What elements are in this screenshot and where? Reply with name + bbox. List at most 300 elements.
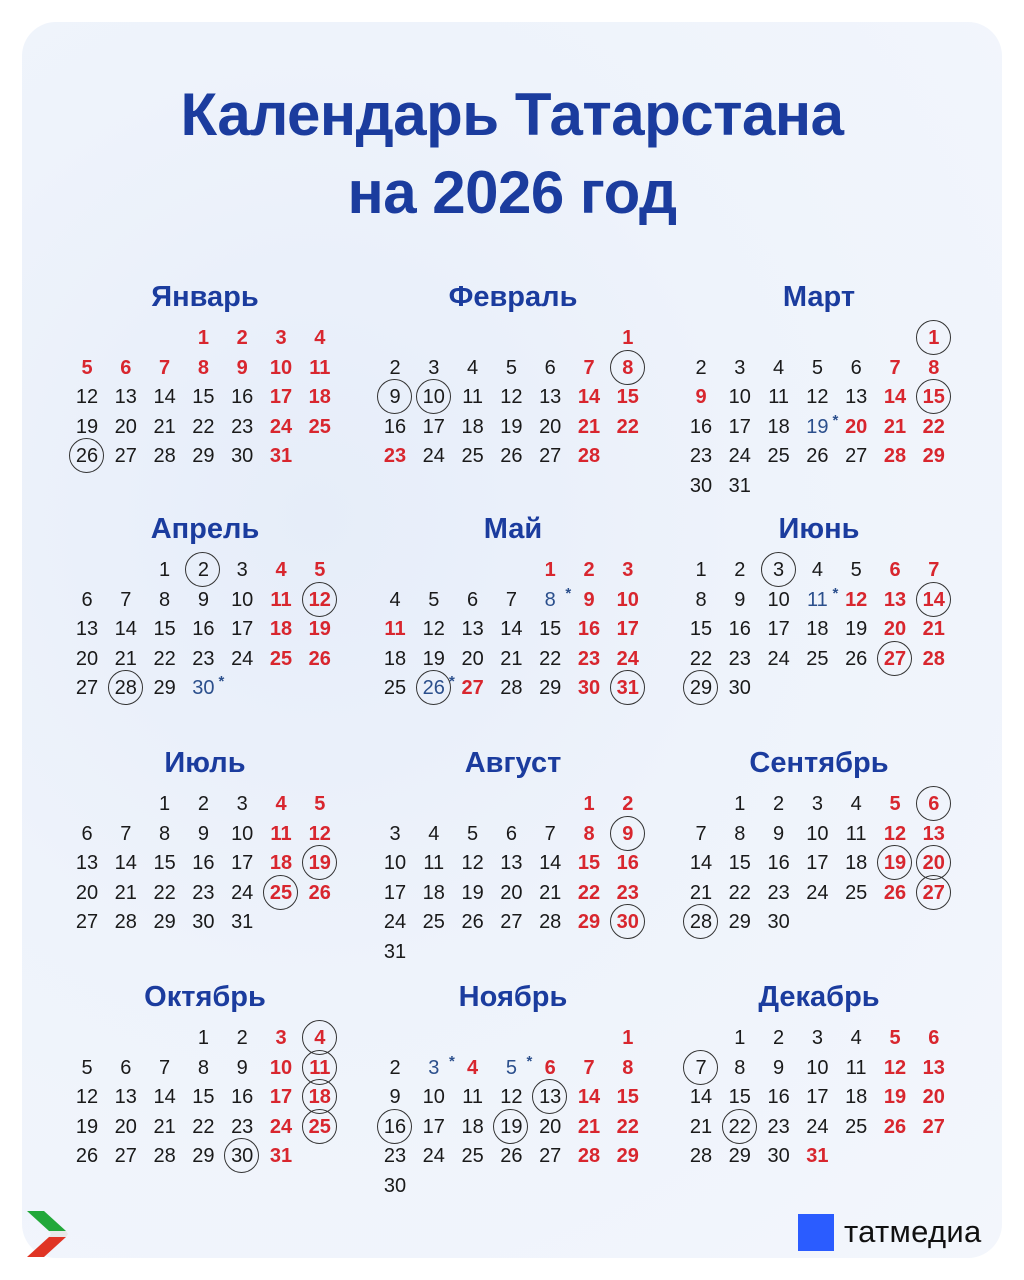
day-cell: 29 <box>728 911 751 934</box>
day-cell: 24 <box>269 1115 293 1138</box>
day-cell: 12 <box>75 1086 99 1109</box>
day-cell: 23 <box>231 1115 254 1138</box>
day-cell: 30 <box>767 1145 790 1168</box>
day-cell: 3 <box>734 356 746 379</box>
day-cell: 26 <box>883 1115 907 1138</box>
day-cell: 14 <box>689 852 713 875</box>
day-cell: 16 <box>616 852 639 875</box>
day-cell: 8 <box>734 1056 746 1079</box>
day-cell: 26 <box>461 911 484 934</box>
day-cell: 7 <box>583 1056 595 1079</box>
day-cell: 9 <box>773 822 785 845</box>
day-cell: 8 <box>928 356 940 379</box>
day-cell: 15 <box>915 382 953 412</box>
day-cell: 6 <box>120 356 132 379</box>
day-cell: 4 <box>850 793 862 815</box>
title-line-1: Календарь Татарстана <box>180 81 844 148</box>
day-cell: 3 <box>389 822 401 845</box>
day-cell: 7 <box>159 356 171 379</box>
day-cell: 19 <box>75 1115 99 1138</box>
day-cell: 14 <box>153 386 176 409</box>
day-cell: 25 <box>262 878 300 908</box>
day-cell: 17 <box>231 852 254 875</box>
day-cell: 9 <box>376 382 414 412</box>
day-cell: 19 <box>422 647 445 670</box>
day-cell: 15 <box>689 618 713 641</box>
day-cell: 23 <box>192 647 215 670</box>
day-cell: 25 <box>422 911 445 934</box>
day-cell: 9 <box>236 1056 248 1079</box>
day-cell: 13 <box>922 1056 945 1079</box>
day-cell: 12 <box>500 1086 523 1109</box>
day-cell: 13 <box>500 852 523 875</box>
brand-name: татмедиа <box>844 1214 982 1249</box>
month-name: Ноябрь <box>458 981 568 1013</box>
day-cell: 27 <box>876 644 914 674</box>
day-cell: 13 <box>883 588 907 611</box>
day-cell: 22 <box>192 415 215 438</box>
day-cell: 11 <box>270 588 292 611</box>
day-cell: 4 <box>467 356 479 379</box>
day-cell: 23 <box>577 647 601 670</box>
day-cell: 12 <box>308 822 331 845</box>
day-cell: 16 <box>383 415 407 438</box>
day-cell: 16 <box>231 386 254 409</box>
day-cell: 6 <box>81 822 93 845</box>
day-cell: 23 <box>192 881 215 904</box>
day-cell: 4 <box>811 559 823 581</box>
month-name: Февраль <box>448 281 578 313</box>
day-cell: 13 <box>75 852 99 875</box>
asterisk-icon: * <box>526 1052 533 1070</box>
day-cell: 8 <box>159 588 171 611</box>
day-cell: 30 <box>383 1175 407 1197</box>
day-cell: 10 <box>767 588 790 611</box>
day-cell: 29 <box>682 673 720 703</box>
day-cell: 6 <box>889 559 901 581</box>
day-cell: 1 <box>197 1027 209 1049</box>
day-cell: 14 <box>883 386 907 409</box>
day-cell: 11 <box>384 618 406 641</box>
day-cell: 21 <box>883 415 907 438</box>
day-cell: 3 <box>811 793 823 815</box>
day-cell: 5 <box>428 588 440 611</box>
day-cell: 29 <box>192 445 215 468</box>
day-cell: 12 <box>500 386 523 409</box>
day-cell: 9 <box>197 822 209 845</box>
month-name: Октябрь <box>144 981 266 1013</box>
day-cell: 22 <box>922 415 945 438</box>
day-cell: 16 <box>376 1112 414 1142</box>
day-cell: 11 <box>462 386 483 409</box>
day-cell: 4 <box>467 1056 479 1079</box>
day-cell: 27 <box>539 445 562 468</box>
day-cell: 24 <box>231 881 254 904</box>
day-cell: 17 <box>269 386 293 409</box>
day-cell: 20 <box>539 415 562 438</box>
day-cell: 3 <box>275 1027 287 1049</box>
day-cell: 18 <box>767 415 790 438</box>
day-cell: 19 <box>492 1112 530 1142</box>
day-cell: 2 <box>773 1027 785 1049</box>
day-cell: 9 <box>695 386 707 409</box>
day-cell: 22 <box>192 1115 215 1138</box>
day-cell: 27 <box>75 677 99 700</box>
day-cell: 28 <box>577 445 601 468</box>
day-cell: 8 <box>197 356 209 379</box>
day-cell: 26 <box>883 881 907 904</box>
day-cell: 15 <box>728 1086 751 1109</box>
day-cell: 5 <box>81 356 93 379</box>
day-cell: 11 <box>423 852 445 875</box>
day-cell: 22 <box>153 881 176 904</box>
day-cell: 16 <box>192 852 215 875</box>
day-cell: 30 * <box>184 673 222 703</box>
day-cell: 21 <box>577 1115 601 1138</box>
day-cell: 27 <box>461 677 484 700</box>
day-cell: 12 <box>883 822 907 845</box>
day-cell: 25 <box>461 1145 484 1168</box>
day-cell: 6 <box>915 789 953 819</box>
asterisk-icon: * <box>565 584 572 602</box>
day-cell: 26 <box>806 445 829 468</box>
day-cell: 12 <box>301 585 339 615</box>
day-cell: 2 <box>389 1056 401 1079</box>
day-cell: 19 <box>308 618 331 641</box>
day-cell: 15 <box>616 386 639 409</box>
day-cell: 2 <box>695 356 707 379</box>
day-cell: 12 <box>845 588 868 611</box>
month-name: Март <box>782 281 856 313</box>
day-cell: 12 <box>883 1056 907 1079</box>
day-cell: 12 <box>75 386 99 409</box>
tatmedia-brand <box>798 1212 982 1252</box>
day-cell: 20 <box>461 647 484 670</box>
day-cell: 29 <box>192 1145 215 1168</box>
day-cell: 31 <box>269 445 293 468</box>
asterisk-icon: * <box>218 673 225 691</box>
day-cell: 29 <box>728 1145 751 1168</box>
asterisk-icon: * <box>448 1052 455 1070</box>
day-cell: 30 <box>231 445 254 468</box>
day-cell: 9 <box>773 1056 785 1079</box>
day-cell: 3 <box>428 356 440 379</box>
day-cell: 21 <box>500 647 523 670</box>
day-cell: 24 <box>422 1145 445 1168</box>
day-cell: 1 <box>159 559 171 581</box>
day-cell: 12 <box>806 386 829 409</box>
day-cell: 14 <box>577 1086 601 1109</box>
day-cell: 10 <box>231 588 254 611</box>
day-cell: 24 <box>231 647 254 670</box>
day-cell: 13 <box>845 386 868 409</box>
day-cell: 16 <box>577 618 601 641</box>
day-cell: 18 <box>422 881 445 904</box>
day-cell: 9 <box>197 588 209 611</box>
day-cell: 14 <box>689 1086 713 1109</box>
day-cell: 4 <box>389 588 401 611</box>
day-cell: 24 <box>767 647 790 670</box>
asterisk-icon: * <box>832 584 839 602</box>
day-cell: 1 <box>622 327 634 349</box>
day-cell: 24 <box>383 911 407 934</box>
day-cell: 30 <box>609 907 647 937</box>
day-cell: 17 <box>767 618 790 641</box>
day-cell: 7 <box>120 822 132 845</box>
day-cell: 9 <box>609 819 647 849</box>
day-cell: 18 <box>461 415 484 438</box>
day-cell: 5 <box>505 356 517 379</box>
day-cell: 16 <box>689 415 713 438</box>
day-cell: 13 <box>461 618 484 641</box>
day-cell: 16 <box>192 618 215 641</box>
day-cell: 29 <box>922 445 945 468</box>
day-cell: 1 <box>695 559 707 581</box>
day-cell: 8 <box>197 1056 209 1079</box>
day-cell: 27 <box>915 878 953 908</box>
day-cell: 2 <box>773 793 785 815</box>
day-cell: 2 <box>389 356 401 379</box>
day-cell: 22 <box>539 647 562 670</box>
day-cell: 3 <box>622 559 634 581</box>
day-cell: 15 <box>577 852 601 875</box>
day-cell: 8 <box>609 353 647 383</box>
day-cell: 21 <box>114 647 137 670</box>
month-name: Сентябрь <box>749 747 889 779</box>
day-cell: 23 <box>616 881 639 904</box>
day-cell: 19 <box>75 415 99 438</box>
day-cell: 30 <box>192 911 215 934</box>
day-cell: 31 <box>806 1145 829 1168</box>
day-cell: 7 <box>695 822 707 845</box>
day-cell: 23 <box>383 1145 407 1168</box>
day-cell: 14 <box>153 1086 176 1109</box>
day-cell: 13 <box>114 1086 137 1109</box>
day-cell: 10 <box>422 1086 445 1109</box>
day-cell: 10 <box>616 588 639 611</box>
day-cell: 20 <box>922 1086 945 1109</box>
day-cell: 8 <box>583 822 595 845</box>
day-cell: 27 <box>500 911 523 934</box>
day-cell: 8 <box>695 588 707 611</box>
day-cell: 13 <box>539 386 562 409</box>
day-cell: 30 <box>689 475 713 497</box>
day-cell: 20 <box>500 881 523 904</box>
day-cell: 10 <box>269 1056 293 1079</box>
day-cell: 22 <box>721 1112 759 1142</box>
day-cell: 3 <box>760 555 798 585</box>
day-cell: 7 <box>159 1056 171 1079</box>
day-cell: 18 <box>383 647 407 670</box>
day-cell: 11 <box>301 1053 339 1083</box>
day-cell: 29 <box>153 677 176 700</box>
day-cell: 17 <box>231 618 254 641</box>
day-cell: 16 <box>767 852 790 875</box>
day-cell: 11 <box>845 822 867 845</box>
day-cell: 10 <box>269 356 293 379</box>
day-cell: 28 <box>114 911 137 934</box>
day-cell: 13 <box>531 1082 569 1112</box>
day-cell: 25 <box>461 445 484 468</box>
day-cell: 17 <box>269 1086 293 1109</box>
day-cell: 7 <box>583 356 595 379</box>
day-cell: 26 <box>500 445 523 468</box>
day-cell: 21 <box>539 881 562 904</box>
day-cell: 18 <box>845 1086 868 1109</box>
month-name: Январь <box>151 281 259 313</box>
day-cell: 4 <box>275 559 287 581</box>
month-name: Август <box>464 747 562 779</box>
day-cell: 2 <box>583 559 595 581</box>
day-cell: 31 <box>728 475 751 497</box>
day-cell: 5 <box>314 559 326 581</box>
day-cell: 22 <box>616 415 639 438</box>
day-cell: 14 <box>500 618 523 641</box>
day-cell: 27 <box>114 1145 137 1168</box>
day-cell: 21 <box>689 881 713 904</box>
day-cell: 1 <box>734 1027 746 1049</box>
day-cell: 27 <box>114 445 137 468</box>
day-cell: 31 <box>609 673 647 703</box>
day-cell: 5 <box>889 1027 901 1049</box>
day-cell: 9 <box>236 356 248 379</box>
day-cell: 17 <box>422 415 445 438</box>
day-cell: 30 <box>223 1141 261 1171</box>
month-name: Июнь <box>778 513 860 545</box>
day-cell: 28 <box>539 911 562 934</box>
day-cell: 18 <box>806 618 829 641</box>
day-cell: 1 <box>583 793 595 815</box>
day-cell: 1 <box>915 323 953 353</box>
day-cell: 28 <box>922 647 945 670</box>
day-cell: 21 <box>689 1115 713 1138</box>
day-cell: 24 <box>616 647 639 670</box>
day-cell: 31 <box>269 1145 293 1168</box>
day-cell: 3 <box>236 559 248 581</box>
day-cell: 9 <box>583 588 595 611</box>
day-cell: 13 <box>114 386 137 409</box>
day-cell: 3 * <box>415 1053 453 1083</box>
day-cell: 5 <box>889 793 901 815</box>
day-cell: 17 <box>806 1086 829 1109</box>
day-cell: 4 <box>314 327 326 349</box>
asterisk-icon: * <box>448 673 455 691</box>
day-cell: 14 <box>539 852 562 875</box>
day-cell: 1 <box>197 327 209 349</box>
day-cell: 29 <box>577 911 601 934</box>
day-cell: 10 <box>415 382 453 412</box>
day-cell: 23 <box>728 647 751 670</box>
day-cell: 12 <box>461 852 484 875</box>
day-cell: 30 <box>728 677 751 700</box>
day-cell: 16 <box>231 1086 254 1109</box>
day-cell: 22 <box>728 881 751 904</box>
day-cell: 9 <box>734 588 746 611</box>
day-cell: 2 <box>197 793 209 815</box>
day-cell: 25 <box>806 647 829 670</box>
day-cell: 21 <box>922 618 945 641</box>
day-cell: 31 <box>231 911 254 934</box>
day-cell: 22 <box>616 1115 639 1138</box>
day-cell: 21 <box>153 415 176 438</box>
day-cell: 19 <box>461 881 484 904</box>
day-cell: 15 <box>153 852 176 875</box>
day-cell: 26 <box>845 647 868 670</box>
day-cell: 27 <box>75 911 99 934</box>
day-cell: 8 <box>734 822 746 845</box>
day-cell: 3 <box>275 327 287 349</box>
day-cell: 26 <box>75 1145 99 1168</box>
day-cell: 20 <box>114 415 137 438</box>
day-cell: 28 <box>153 1145 176 1168</box>
day-cell: 24 <box>728 445 751 468</box>
day-cell: 28 <box>500 677 523 700</box>
day-cell: 15 <box>616 1086 639 1109</box>
month-name: Май <box>483 513 543 545</box>
page-title <box>0 76 1024 232</box>
day-cell: 20 <box>845 415 868 438</box>
day-cell: 4 <box>850 1027 862 1049</box>
day-cell: 16 <box>728 618 751 641</box>
day-cell: 5 <box>81 1056 93 1079</box>
day-cell: 14 <box>114 618 137 641</box>
day-cell: 8 <box>159 822 171 845</box>
day-cell: 1 <box>544 559 556 581</box>
day-cell: 28 <box>107 673 145 703</box>
day-cell: 1 <box>159 793 171 815</box>
day-cell: 12 <box>422 618 445 641</box>
day-cell: 2 <box>622 793 634 815</box>
day-cell: 7 <box>544 822 556 845</box>
day-cell: 25 <box>767 445 790 468</box>
day-cell: 22 <box>689 647 713 670</box>
day-cell: 5 <box>811 356 823 379</box>
day-cell: 13 <box>922 822 945 845</box>
day-cell: 19 <box>876 848 914 878</box>
day-cell: 15 <box>192 386 215 409</box>
day-cell: 4 <box>773 356 785 379</box>
day-cell: 31 <box>383 941 407 963</box>
day-cell: 23 <box>767 881 790 904</box>
day-cell: 23 <box>383 445 407 468</box>
day-cell: 25 <box>845 1115 868 1138</box>
day-cell: 18 <box>461 1115 484 1138</box>
day-cell: 25 <box>301 1112 339 1142</box>
tatmedia-square-icon <box>798 1214 834 1251</box>
day-cell: 26 <box>308 647 331 670</box>
day-cell: 19 <box>883 1086 907 1109</box>
month-name: Июль <box>164 747 246 779</box>
day-cell: 16 <box>767 1086 790 1109</box>
day-cell: 17 <box>383 881 407 904</box>
day-cell: 5 <box>850 559 862 581</box>
day-cell: 24 <box>806 881 829 904</box>
day-cell: 5 * <box>492 1053 530 1083</box>
day-cell: 22 <box>153 647 176 670</box>
day-cell: 2 <box>236 1027 248 1049</box>
month-name: Апрель <box>150 513 260 545</box>
day-cell: 10 <box>383 852 407 875</box>
day-cell: 21 <box>153 1115 176 1138</box>
day-cell: 11 * <box>798 585 836 615</box>
day-cell: 6 <box>120 1056 132 1079</box>
day-cell: 3 <box>811 1027 823 1049</box>
day-cell: 18 <box>269 852 293 875</box>
day-cell: 23 <box>689 445 713 468</box>
day-cell: 29 <box>539 677 562 700</box>
day-cell: 20 <box>75 881 99 904</box>
day-cell: 24 <box>806 1115 829 1138</box>
